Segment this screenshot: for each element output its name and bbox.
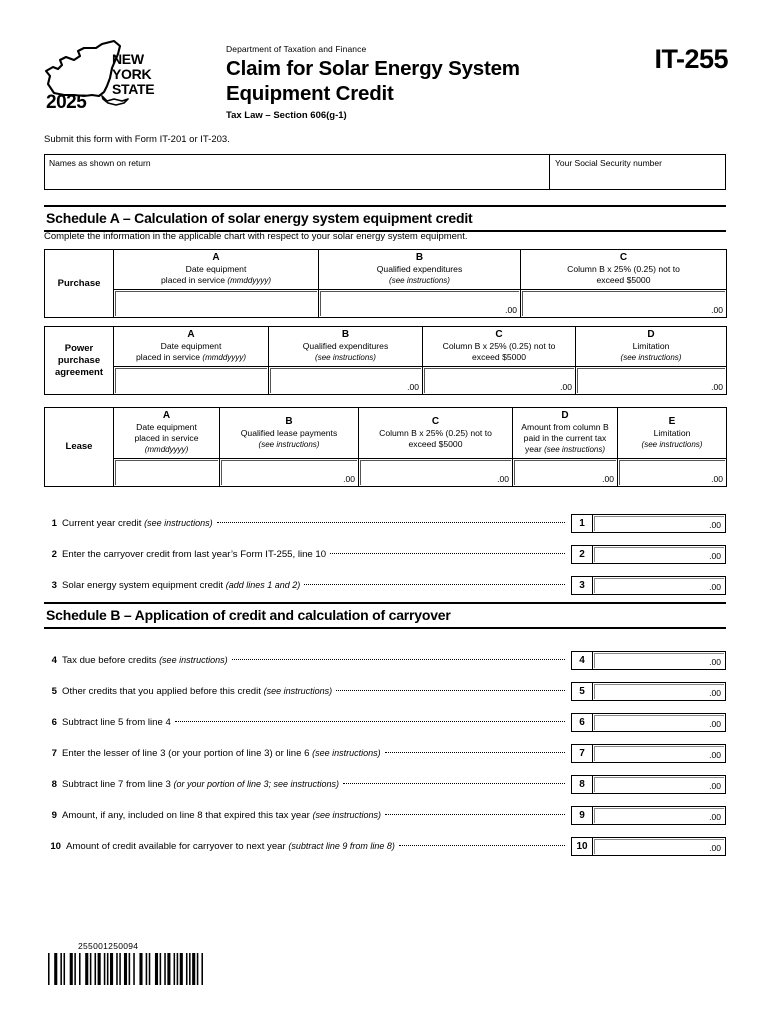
lease-col-c-header xyxy=(359,408,513,459)
col-desc-line1: Qualified lease payments xyxy=(240,427,338,438)
ppa-col-d-header xyxy=(576,327,727,367)
col-desc-line2: exceed $5000 xyxy=(472,352,526,362)
names-field[interactable] xyxy=(45,155,550,189)
line-number: 5 xyxy=(51,686,57,697)
col-desc-line1: Date equipment xyxy=(160,341,222,351)
line-label-italic: (see instructions) xyxy=(144,518,213,528)
col-letter: D xyxy=(647,329,655,340)
schedule-b-header xyxy=(44,602,726,629)
line-number: 9 xyxy=(51,810,57,821)
line-row-9 xyxy=(44,800,726,831)
amount-input-2[interactable] xyxy=(594,547,724,562)
cents-marker: .00 xyxy=(709,520,721,530)
leader-dots xyxy=(175,721,565,722)
logo-year: 2025 xyxy=(46,92,87,113)
cents-marker: .00 xyxy=(711,382,723,392)
amount-box-10[interactable] xyxy=(571,837,726,856)
ppa-col-a-input[interactable] xyxy=(114,367,269,395)
leader-dots xyxy=(336,690,565,691)
col-desc-line1: Date equipment xyxy=(136,422,197,432)
cents-marker: .00 xyxy=(407,382,419,392)
submit-instruction: Submit this form with Form IT-201 or IT-203. xyxy=(44,134,230,145)
line-row-6 xyxy=(44,707,726,738)
line-label-text: Subtract line 5 from line 4 xyxy=(62,717,171,728)
line-label xyxy=(62,717,175,728)
amount-box-1[interactable] xyxy=(571,514,726,533)
line-label xyxy=(62,748,385,759)
col-letter: C xyxy=(495,329,503,340)
purchase-col-c-header xyxy=(521,250,727,290)
line-label xyxy=(66,841,399,852)
ppa-label-line3: agreement xyxy=(54,366,104,378)
logo-text-new: NEW xyxy=(112,51,144,67)
cents-marker: .00 xyxy=(497,474,509,484)
schedule-b-heading: Schedule B – Application of credit and calculation of carryover xyxy=(46,607,451,623)
col-letter: A xyxy=(212,252,220,263)
schedule-a-header xyxy=(44,205,726,232)
col-letter: B xyxy=(341,329,350,340)
col-letter: C xyxy=(619,252,628,263)
logo-text-york: YORK xyxy=(112,66,152,82)
cents-marker: .00 xyxy=(709,719,721,729)
barcode-icon xyxy=(48,953,206,985)
line-label-italic: (see instructions) xyxy=(263,686,333,696)
col-desc-line2: paid in the current tax xyxy=(523,433,607,443)
line-row-8 xyxy=(44,769,726,800)
box-number: 3 xyxy=(572,577,593,594)
lease-col-e-header xyxy=(618,408,727,459)
lease-col-d-header xyxy=(513,408,618,459)
cents-marker: .00 xyxy=(709,657,721,667)
col-desc-line2: placed in service xyxy=(161,275,226,285)
page-title xyxy=(226,56,626,106)
amount-box-3[interactable] xyxy=(571,576,726,595)
box-number: 5 xyxy=(572,683,593,700)
cents-marker: .00 xyxy=(709,582,721,592)
amount-box-6[interactable] xyxy=(571,713,726,732)
amount-input-9[interactable] xyxy=(594,808,724,823)
col-letter: B xyxy=(285,415,293,427)
amount-input-7[interactable] xyxy=(594,746,724,761)
col-desc-italic: (see instructions) xyxy=(315,353,376,362)
col-desc-line2: placed in service xyxy=(134,433,199,443)
col-desc-line1: Column B x 25% (0.25) not to xyxy=(442,341,556,351)
logo-text-state: STATE xyxy=(112,81,155,97)
col-desc-italic: (see instructions) xyxy=(544,445,606,454)
line-number: 3 xyxy=(51,580,57,591)
amount-input-4[interactable] xyxy=(594,653,724,668)
schedule-a-heading: Schedule A – Calculation of solar energy system equipment credit xyxy=(46,210,473,226)
line-label-text: Amount of credit available for carryover to next year xyxy=(66,841,289,852)
cents-marker: .00 xyxy=(505,305,517,315)
line-row-2 xyxy=(44,539,726,570)
line-label-text: Subtract line 7 from line 3 xyxy=(62,779,174,790)
lease-col-a-header xyxy=(114,408,220,459)
line-label-text: Solar energy system equipment credit xyxy=(62,580,226,591)
schedule-b-lines xyxy=(44,645,726,862)
ppa-col-b-header xyxy=(269,327,423,367)
amount-box-5[interactable] xyxy=(571,682,726,701)
amount-input-8[interactable] xyxy=(594,777,724,792)
line-row-3 xyxy=(44,570,726,601)
line-label-text: Amount, if any, included on line 8 that expired this tax year xyxy=(62,810,313,821)
amount-input-5[interactable] xyxy=(594,684,724,699)
purchase-col-b-header xyxy=(319,250,521,290)
identity-box xyxy=(44,154,726,190)
cents-marker: .00 xyxy=(709,688,721,698)
purchase-row-label: Purchase xyxy=(45,250,114,318)
line-label-italic: (see instructions) xyxy=(159,655,228,665)
line-row-5 xyxy=(44,676,726,707)
line-number: 8 xyxy=(51,779,57,790)
form-header xyxy=(0,0,770,130)
ppa-col-b-input[interactable] xyxy=(269,367,423,395)
amount-box-8[interactable] xyxy=(571,775,726,794)
new-york-state-logo xyxy=(44,38,176,116)
line-label xyxy=(62,655,232,666)
power-purchase-agreement-chart xyxy=(44,326,727,395)
ny-state-outline-icon xyxy=(44,38,176,116)
barcode-block xyxy=(48,941,206,985)
col-desc-line1: Amount from column B xyxy=(521,422,609,432)
cents-marker: .00 xyxy=(709,812,721,822)
page-title-line1: Claim for Solar Energy System xyxy=(226,57,520,80)
col-desc-line1: Date equipment xyxy=(185,264,247,274)
line-label-italic: (see instructions) xyxy=(312,810,381,820)
form-number: IT-255 xyxy=(654,44,728,74)
ssn-label: Your Social Security number xyxy=(555,158,662,168)
ppa-col-c-header xyxy=(423,327,576,367)
leader-dots xyxy=(232,659,565,660)
names-label: Names as shown on return xyxy=(49,158,151,168)
col-desc-italic: (mmddyyyy) xyxy=(144,445,189,454)
col-desc-italic: (see instructions) xyxy=(389,276,450,285)
col-letter: B xyxy=(415,252,424,263)
line-label-text: Current year credit xyxy=(62,518,145,529)
col-desc-line1: Limitation xyxy=(653,427,691,438)
purchase-col-a-input[interactable] xyxy=(114,290,319,318)
amount-input-3[interactable] xyxy=(594,578,724,593)
line-number: 4 xyxy=(51,655,57,666)
lease-col-d-input[interactable] xyxy=(513,459,618,487)
cents-marker: .00 xyxy=(711,474,723,484)
col-desc-italic: (see instructions) xyxy=(641,439,703,449)
col-letter: D xyxy=(561,410,569,421)
line-label-text: Enter the carryover credit from last year’s Form IT-255, line 10 xyxy=(62,549,327,560)
cents-marker: .00 xyxy=(602,474,614,484)
line-label-italic: (subtract line 9 from line 8) xyxy=(288,841,395,851)
cents-marker: .00 xyxy=(709,551,721,561)
lease-row-label: Lease xyxy=(45,408,114,487)
col-desc-line2: exceed $5000 xyxy=(408,438,463,449)
col-desc-line1: Column B x 25% (0.25) not to xyxy=(567,264,680,274)
cents-marker: .00 xyxy=(709,781,721,791)
amount-input-1[interactable] xyxy=(594,516,724,531)
leader-dots xyxy=(217,522,565,523)
line-number: 2 xyxy=(51,549,57,560)
col-desc-italic: (mmddyyyy) xyxy=(227,276,271,285)
col-letter: A xyxy=(162,410,171,421)
line-row-1 xyxy=(44,508,726,539)
leader-dots xyxy=(304,584,565,585)
cents-marker: .00 xyxy=(709,843,721,853)
amount-input-6[interactable] xyxy=(594,715,724,730)
purchase-col-b-input[interactable] xyxy=(319,290,521,318)
line-number: 6 xyxy=(51,717,57,728)
col-desc-line1: Qualified expenditures xyxy=(376,264,463,274)
line-number: 10 xyxy=(50,841,61,852)
ppa-col-a-header xyxy=(114,327,269,367)
box-number: 4 xyxy=(572,652,593,669)
line-label xyxy=(62,779,343,790)
purchase-chart xyxy=(44,249,727,318)
cents-marker: .00 xyxy=(709,750,721,760)
lease-col-b-input[interactable] xyxy=(220,459,359,487)
lease-col-c-input[interactable] xyxy=(359,459,513,487)
ppa-col-d-input[interactable] xyxy=(576,367,727,395)
line-label xyxy=(62,686,336,697)
line-label-text: Tax due before credits xyxy=(62,655,160,666)
col-desc-italic: (mmddyyyy) xyxy=(202,353,246,362)
box-number: 9 xyxy=(572,807,593,824)
line-number: 1 xyxy=(51,518,57,529)
line-label-italic: (add lines 1 and 2) xyxy=(225,580,301,590)
cents-marker: .00 xyxy=(560,382,572,392)
tax-law-citation: Tax Law – Section 606(g-1) xyxy=(226,110,347,121)
amount-input-10[interactable] xyxy=(594,839,724,854)
line-label-text: Enter the lesser of line 3 (or your portion of line 3) or line 6 xyxy=(62,748,313,759)
line-number: 7 xyxy=(51,748,57,759)
schedule-a-lines xyxy=(44,508,726,601)
cents-marker: .00 xyxy=(343,474,355,484)
col-desc-line3: year xyxy=(524,444,542,454)
rule-below-schedule-b xyxy=(44,627,726,629)
box-number: 1 xyxy=(572,515,593,532)
amount-box-7[interactable] xyxy=(571,744,726,763)
box-number: 7 xyxy=(572,745,593,762)
col-letter: E xyxy=(668,415,676,427)
col-desc-line2: exceed $5000 xyxy=(596,275,651,285)
line-label xyxy=(62,518,217,529)
ppa-label-line2: purchase xyxy=(57,354,101,366)
page-title-line2: Equipment Credit xyxy=(226,82,394,105)
barcode-number: 255001250094 xyxy=(78,941,139,951)
col-desc-line1: Column B x 25% (0.25) not to xyxy=(379,427,492,438)
leader-dots xyxy=(385,752,565,753)
lease-col-e-input[interactable] xyxy=(618,459,727,487)
ppa-label-line1: Power xyxy=(64,342,94,354)
col-desc-line1: Limitation xyxy=(632,341,670,351)
box-number: 2 xyxy=(572,546,593,563)
line-label-text: Other credits that you applied before this credit xyxy=(62,686,264,697)
amount-box-4[interactable] xyxy=(571,651,726,670)
cents-marker: .00 xyxy=(711,305,723,315)
col-desc-italic: (see instructions) xyxy=(258,439,320,449)
amount-box-9[interactable] xyxy=(571,806,726,825)
box-number: 10 xyxy=(572,838,593,855)
col-desc-italic: (see instructions) xyxy=(620,353,682,362)
purchase-col-c-input[interactable] xyxy=(521,290,727,318)
purchase-col-a-header xyxy=(114,250,319,290)
box-number: 6 xyxy=(572,714,593,731)
line-label xyxy=(62,549,330,560)
amount-box-2[interactable] xyxy=(571,545,726,564)
line-label-italic: (see instructions) xyxy=(312,748,381,758)
line-label-italic: (or your portion of line 3; see instructions) xyxy=(173,779,340,789)
lease-col-b-header xyxy=(220,408,359,459)
schedule-a-note: Complete the information in the applicable chart with respect to your solar energy system equipment. xyxy=(44,231,468,242)
leader-dots xyxy=(399,845,565,846)
lease-col-a-input[interactable] xyxy=(114,459,220,487)
leader-dots xyxy=(330,553,565,554)
ppa-col-c-input[interactable] xyxy=(423,367,576,395)
col-letter: A xyxy=(187,329,195,340)
department-label: Department of Taxation and Finance xyxy=(226,44,367,54)
leader-dots xyxy=(343,783,565,784)
col-desc-line2: placed in service xyxy=(136,352,201,362)
col-letter: C xyxy=(431,415,440,427)
line-row-10 xyxy=(44,831,726,862)
ppa-row-label xyxy=(45,327,114,395)
lease-chart xyxy=(44,407,727,487)
ssn-field[interactable] xyxy=(550,155,725,189)
line-label xyxy=(62,810,385,821)
line-label xyxy=(62,580,304,591)
line-row-7 xyxy=(44,738,726,769)
line-row-4 xyxy=(44,645,726,676)
leader-dots xyxy=(385,814,565,815)
col-desc-line1: Qualified expenditures xyxy=(302,341,389,351)
box-number: 8 xyxy=(572,776,593,793)
